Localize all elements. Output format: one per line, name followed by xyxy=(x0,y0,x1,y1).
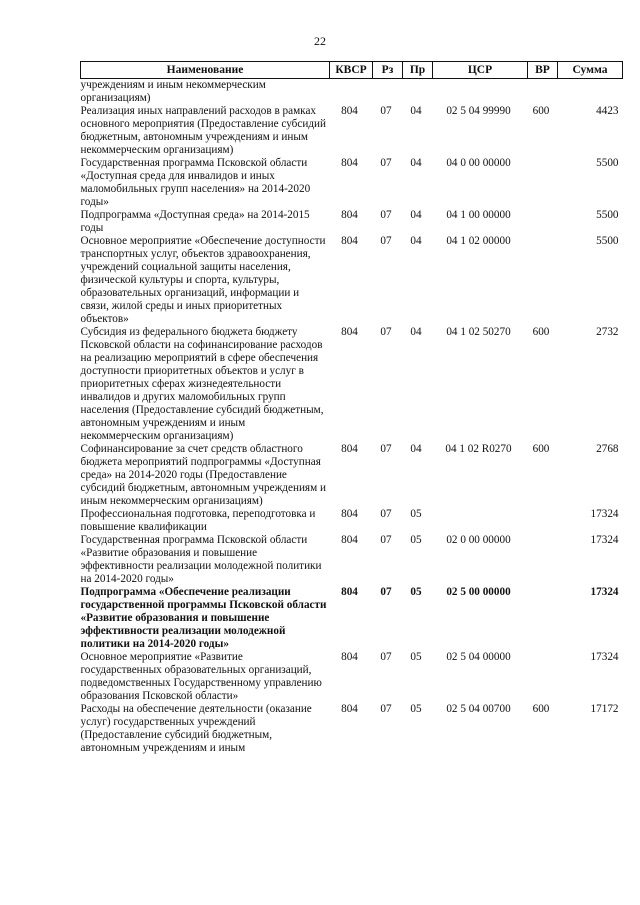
row-vr xyxy=(528,209,558,235)
row-rz: 07 xyxy=(380,326,392,338)
page-number: 22 xyxy=(314,34,326,48)
row-sum: 17324 xyxy=(590,586,619,598)
row-sum: 2732 xyxy=(596,326,619,338)
row-rz: 07 xyxy=(380,508,392,520)
header-csr: ЦСР xyxy=(433,62,528,79)
row-sum: 17324 xyxy=(590,508,619,520)
row-vr: 600 xyxy=(532,443,550,455)
table-header xyxy=(81,62,623,79)
row-vr: 600 xyxy=(532,326,550,338)
row-kvsr: 804 xyxy=(341,534,358,546)
row-kvsr: 804 xyxy=(341,157,358,169)
row-pr: 05 xyxy=(410,703,422,715)
row-sum: 2768 xyxy=(596,443,619,455)
row-sum: 17324 xyxy=(590,534,619,546)
row-csr: 04 0 00 00000 xyxy=(446,157,511,169)
row-sum: 5500 xyxy=(596,157,619,169)
row-pr: 05 xyxy=(410,508,422,520)
row-pr: 05 xyxy=(410,586,422,598)
row-vr xyxy=(528,157,558,209)
row-rz: 07 xyxy=(380,443,392,455)
row-csr: 02 5 04 00700 xyxy=(446,703,511,715)
row-csr: 02 5 04 00000 xyxy=(446,651,511,663)
row-csr: 02 0 00 00000 xyxy=(446,534,511,546)
row-vr xyxy=(528,79,558,106)
table-row xyxy=(81,586,623,651)
table-row xyxy=(81,651,623,703)
budget-table xyxy=(80,61,623,755)
row-rz: 07 xyxy=(380,534,392,546)
row-pr: 04 xyxy=(410,443,422,455)
row-rz: 07 xyxy=(380,235,392,247)
header-name: Наименование xyxy=(81,62,330,79)
row-kvsr: 804 xyxy=(341,586,358,598)
row-sum: 5500 xyxy=(596,235,619,247)
row-kvsr: 804 xyxy=(341,326,358,338)
row-pr: 05 xyxy=(410,651,422,663)
header-rz: Рз xyxy=(373,62,403,79)
table-row xyxy=(81,534,623,586)
row-vr: 600 xyxy=(532,105,550,117)
header-vr: ВР xyxy=(528,62,558,79)
row-vr xyxy=(528,586,558,651)
row-rz xyxy=(373,79,403,106)
table-row xyxy=(81,235,623,326)
row-kvsr: 804 xyxy=(341,703,358,715)
row-kvsr xyxy=(330,79,373,106)
row-vr xyxy=(528,534,558,586)
table-row xyxy=(81,79,623,106)
header-pr: Пр xyxy=(403,62,433,79)
row-csr xyxy=(433,79,528,106)
table-body xyxy=(81,79,623,756)
table-row xyxy=(81,508,623,534)
row-rz: 07 xyxy=(380,157,392,169)
header-sum: Сумма xyxy=(558,62,623,79)
row-pr: 04 xyxy=(410,105,422,117)
row-kvsr: 804 xyxy=(341,508,358,520)
row-pr xyxy=(403,79,433,106)
row-rz: 07 xyxy=(380,209,392,221)
row-sum: 4423 xyxy=(596,105,619,117)
table-row xyxy=(81,326,623,443)
row-rz: 07 xyxy=(380,703,392,715)
row-name: Основное мероприятие «Развитие государственных образовательных организаций, подведомственных Государственному управлению образования Псковской области» xyxy=(80,651,322,702)
row-name: Подпрограмма «Обеспечение реализации государственной программы Псковской области «Развитие образования и повышение эффективности реализации молодежной политики на 2014-2020 годы» xyxy=(80,586,327,650)
row-csr xyxy=(433,508,528,534)
row-name: Основное мероприятие «Обеспечение доступности транспортных услуг, объектов здравоохранения, учреждений социальной защиты населения, физической культуры и спорта, культуры, образовательных организаций, информации и связи, жилой среды и иных приоритетных объектов» xyxy=(80,235,326,325)
row-kvsr: 804 xyxy=(341,235,358,247)
row-name: Подпрограмма «Доступная среда» на 2014-2015 годы xyxy=(80,209,310,234)
row-sum: 17324 xyxy=(590,651,619,663)
row-csr: 04 1 00 00000 xyxy=(446,209,511,221)
header-kvsr: КВСР xyxy=(330,62,373,79)
table-row xyxy=(81,209,623,235)
row-name: Профессиональная подготовка, переподготовка и повышение квалификации xyxy=(80,508,316,533)
row-sum: 17172 xyxy=(590,703,619,715)
row-name: Государственная программа Псковской области «Развитие образования и повышение эффективности реализации молодежной политики на 2014-2020 годы» xyxy=(80,534,322,585)
table-row xyxy=(81,105,623,157)
row-pr: 04 xyxy=(410,209,422,221)
row-kvsr: 804 xyxy=(341,209,358,221)
row-vr: 600 xyxy=(532,703,550,715)
row-rz: 07 xyxy=(380,105,392,117)
row-name: учреждениям и иным некоммерческим организациям) xyxy=(80,79,266,104)
row-kvsr: 804 xyxy=(341,651,358,663)
row-pr: 05 xyxy=(410,534,422,546)
row-pr: 04 xyxy=(410,326,422,338)
row-pr: 04 xyxy=(410,157,422,169)
table-row xyxy=(81,157,623,209)
row-name: Расходы на обеспечение деятельности (оказание услуг) государственных учреждений (Предоставление субсидий бюджетным, автономным учреждениям и иным xyxy=(80,703,312,754)
row-csr: 02 5 00 00000 xyxy=(446,586,511,598)
row-pr: 04 xyxy=(410,235,422,247)
row-rz: 07 xyxy=(380,586,392,598)
row-csr: 04 1 02 00000 xyxy=(446,235,511,247)
table-row xyxy=(81,703,623,755)
row-vr xyxy=(528,508,558,534)
row-name: Государственная программа Псковской области «Доступная среда для инвалидов и иных маломобильных групп населения» на 2014-2020 годы» xyxy=(80,157,311,208)
row-sum xyxy=(558,79,623,106)
row-csr: 02 5 04 99990 xyxy=(446,105,511,117)
row-name: Субсидия из федерального бюджета бюджету Псковской области на софинансирование расходов на реализацию мероприятий в сфере обеспечения доступности приоритетных объектов и услуг в приоритетных сферах жизнедеятельности инвалидов и других маломобильных групп населения (Предоставление субсидий бюджетным, автономным учреждениям и иным некоммерческим организациям) xyxy=(80,326,324,442)
row-rz: 07 xyxy=(380,651,392,663)
row-csr: 04 1 02 50270 xyxy=(446,326,511,338)
row-kvsr: 804 xyxy=(341,105,358,117)
row-name: Реализация иных направлений расходов в рамках основного мероприятия (Предоставление субсидий бюджетным, автономным учреждениям и иным некоммерческим организациям) xyxy=(80,105,326,156)
row-csr: 04 1 02 R0270 xyxy=(445,443,512,455)
row-vr xyxy=(528,235,558,326)
row-name: Софинансирование за счет средств областного бюджета мероприятий подпрограммы «Доступная среда» на 2014-2020 годы (Предоставление субсидий бюджетным, автономным учреждениям и иным некоммерческим организациям) xyxy=(80,443,326,507)
row-kvsr: 804 xyxy=(341,443,358,455)
table-row xyxy=(81,443,623,508)
row-vr xyxy=(528,651,558,703)
row-sum: 5500 xyxy=(596,209,619,221)
